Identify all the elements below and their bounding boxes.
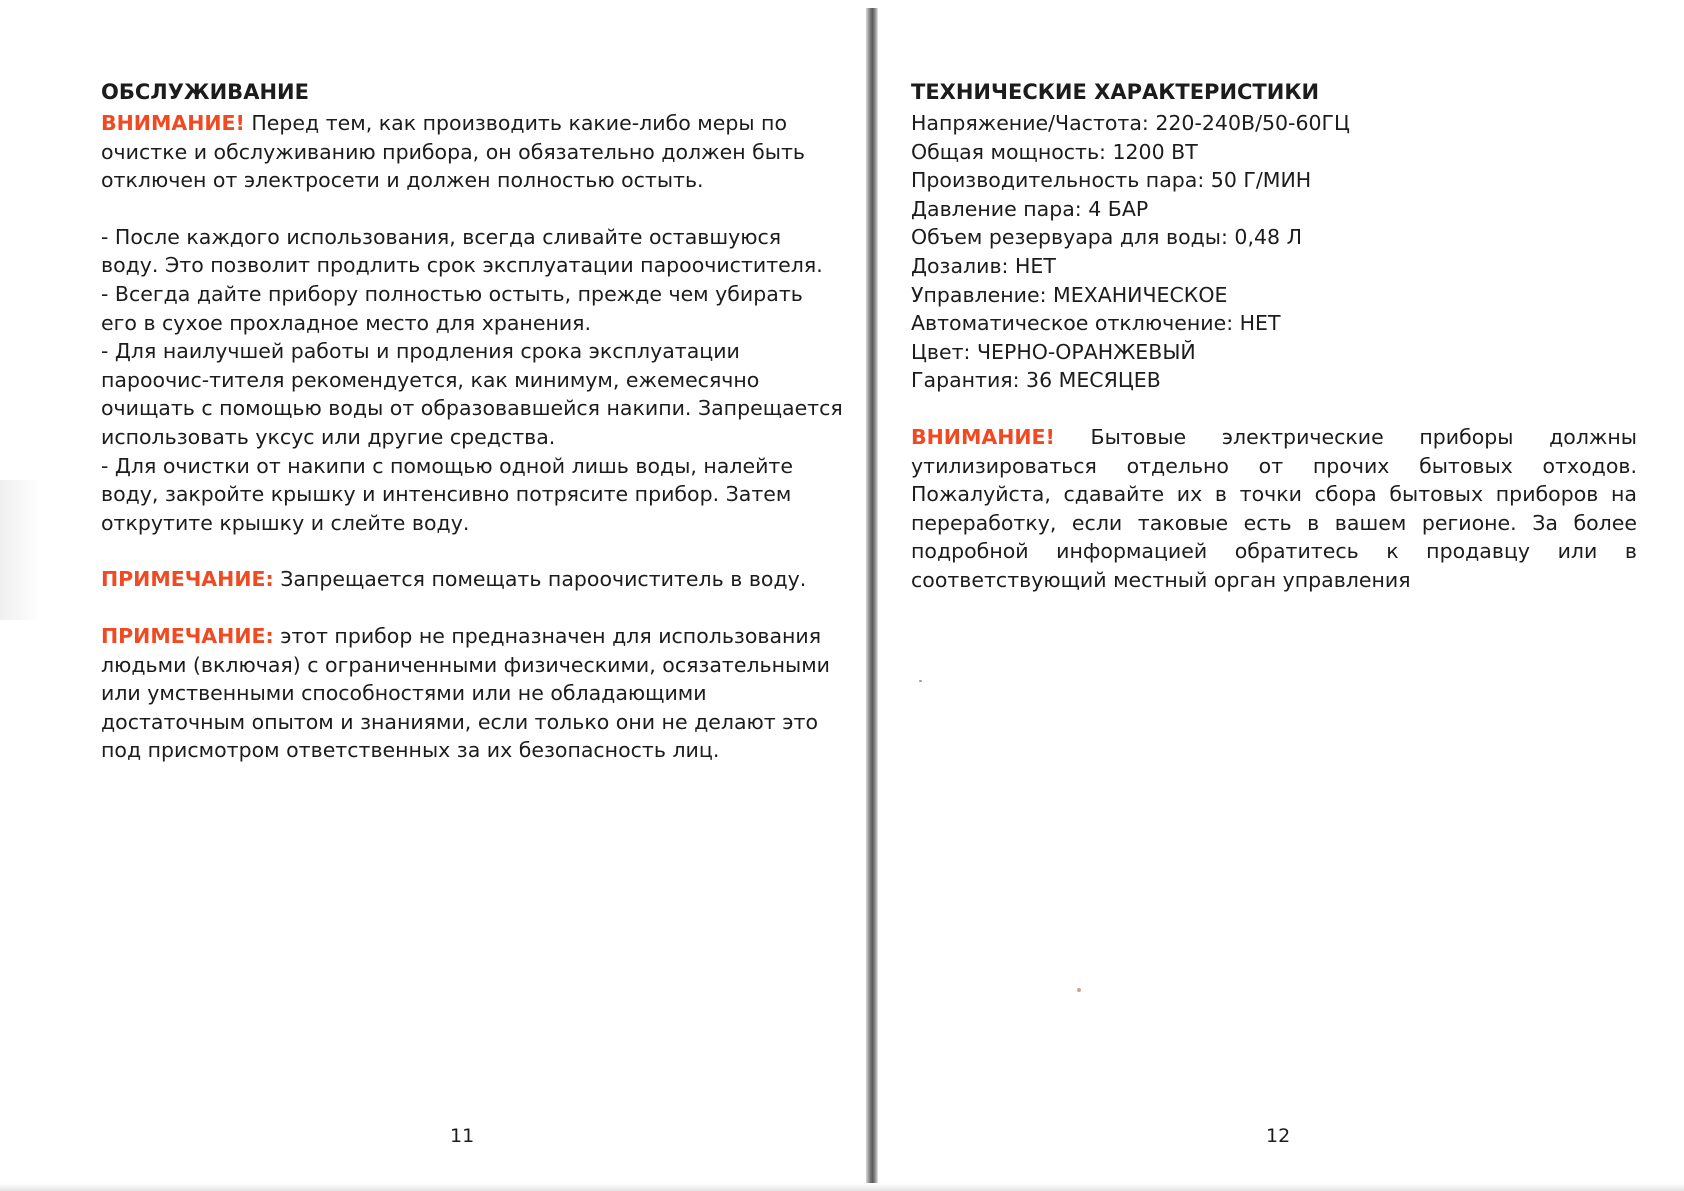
spacer (911, 395, 1637, 423)
maintenance-item: - Для очистки от накипи с помощью одной лишь воды, налейте воду, закройте крышку и интенсивно потрясите прибор. Затем открутите крышку и слейте воду. (101, 453, 793, 535)
spec-row: Автоматическое отключение: НЕТ (911, 311, 1281, 336)
scan-shadow (0, 480, 40, 620)
maintenance-item: - Для наилучшей работы и продления срока эксплуатации пароочис-тителя рекомендуется, как минимум, ежемесячно очищать с помощью воды от образовавшейся накипи. Запрещается использовать уксус или другие средства. (101, 339, 843, 449)
note-label: ПРИМЕЧАНИЕ: (101, 623, 274, 648)
warning-text: Перед тем, как производить какие-либо меры по очистке и обслуживанию прибора, он обязательно должен быть отключен от электросети и должен полностью остыть. (101, 111, 806, 193)
page-number-right: 12 (1266, 1125, 1291, 1147)
maintenance-heading: ОБСЛУЖИВАНИЕ (101, 80, 309, 104)
note-water (101, 565, 845, 594)
warning-label: ВНИМАНИЕ! (911, 424, 1055, 449)
spec-row: Производительность пара: 50 Г/МИН (911, 168, 1312, 193)
spec-row: Дозалив: НЕТ (911, 253, 1056, 278)
spec-row: Давление пара: 4 БАР (911, 196, 1149, 221)
spec-row: Общая мощность: 1200 ВТ (911, 139, 1198, 164)
spec-row: Цвет: ЧЕРНО-ОРАНЖЕВЫЙ (911, 339, 1196, 364)
spec-row: Напряжение/Частота: 220-240В/50-60ГЦ (911, 111, 1350, 135)
disposal-warning (911, 423, 1637, 595)
spacer (101, 594, 845, 622)
print-speck (919, 680, 922, 682)
note-text: этот прибор не предназначен для использования людьми (включая) с ограниченными физическими, осязательными или умственными способностями или не обладающими достаточным опытом и знаниями, если только они не делают это под присмотром ответственных за их безопасность лиц. (101, 623, 831, 763)
right-page (911, 78, 1637, 595)
note-label: ПРИМЕЧАНИЕ: (101, 567, 274, 592)
specs-heading: ТЕХНИЧЕСКИЕ ХАРАКТЕРИСТИКИ (911, 80, 1320, 104)
print-speck (1077, 988, 1081, 992)
spec-row: Гарантия: 36 МЕСЯЦЕВ (911, 368, 1161, 393)
spacer (101, 195, 845, 223)
maintenance-item: - Всегда дайте прибору полностью остыть, прежде чем убирать его в сухое прохладное место для хранения. (101, 281, 803, 335)
note-usage (101, 622, 845, 765)
warning-label: ВНИМАНИЕ! (101, 111, 245, 135)
spacer (101, 537, 845, 565)
book-spine (866, 8, 878, 1191)
spec-row: Объем резервуара для воды: 0,48 Л (911, 225, 1302, 250)
spec-row: Управление: МЕХАНИЧЕСКОЕ (911, 282, 1228, 307)
page-bottom-edge (0, 1183, 1684, 1191)
page-number-left: 11 (450, 1125, 475, 1147)
maintenance-item: - После каждого использования, всегда сливайте оставшуюся воду. Это позволит продлить срок эксплуатации пароочистителя. (101, 224, 823, 278)
left-page (101, 78, 845, 765)
warning-text: Бытовые электрические приборы должны утилизироваться отдельно от прочих бытовых отходов. Пожалуйста, сдавайте их в точки сбора бытовых приборов на переработку, если таковые есть в вашем регионе. За более подробной информацией обратитесь к продавцу или в соответствующий местный орган управления (911, 424, 1637, 592)
note-text: Запрещается помещать пароочиститель в воду. (273, 567, 807, 592)
maintenance-warning (101, 109, 845, 195)
